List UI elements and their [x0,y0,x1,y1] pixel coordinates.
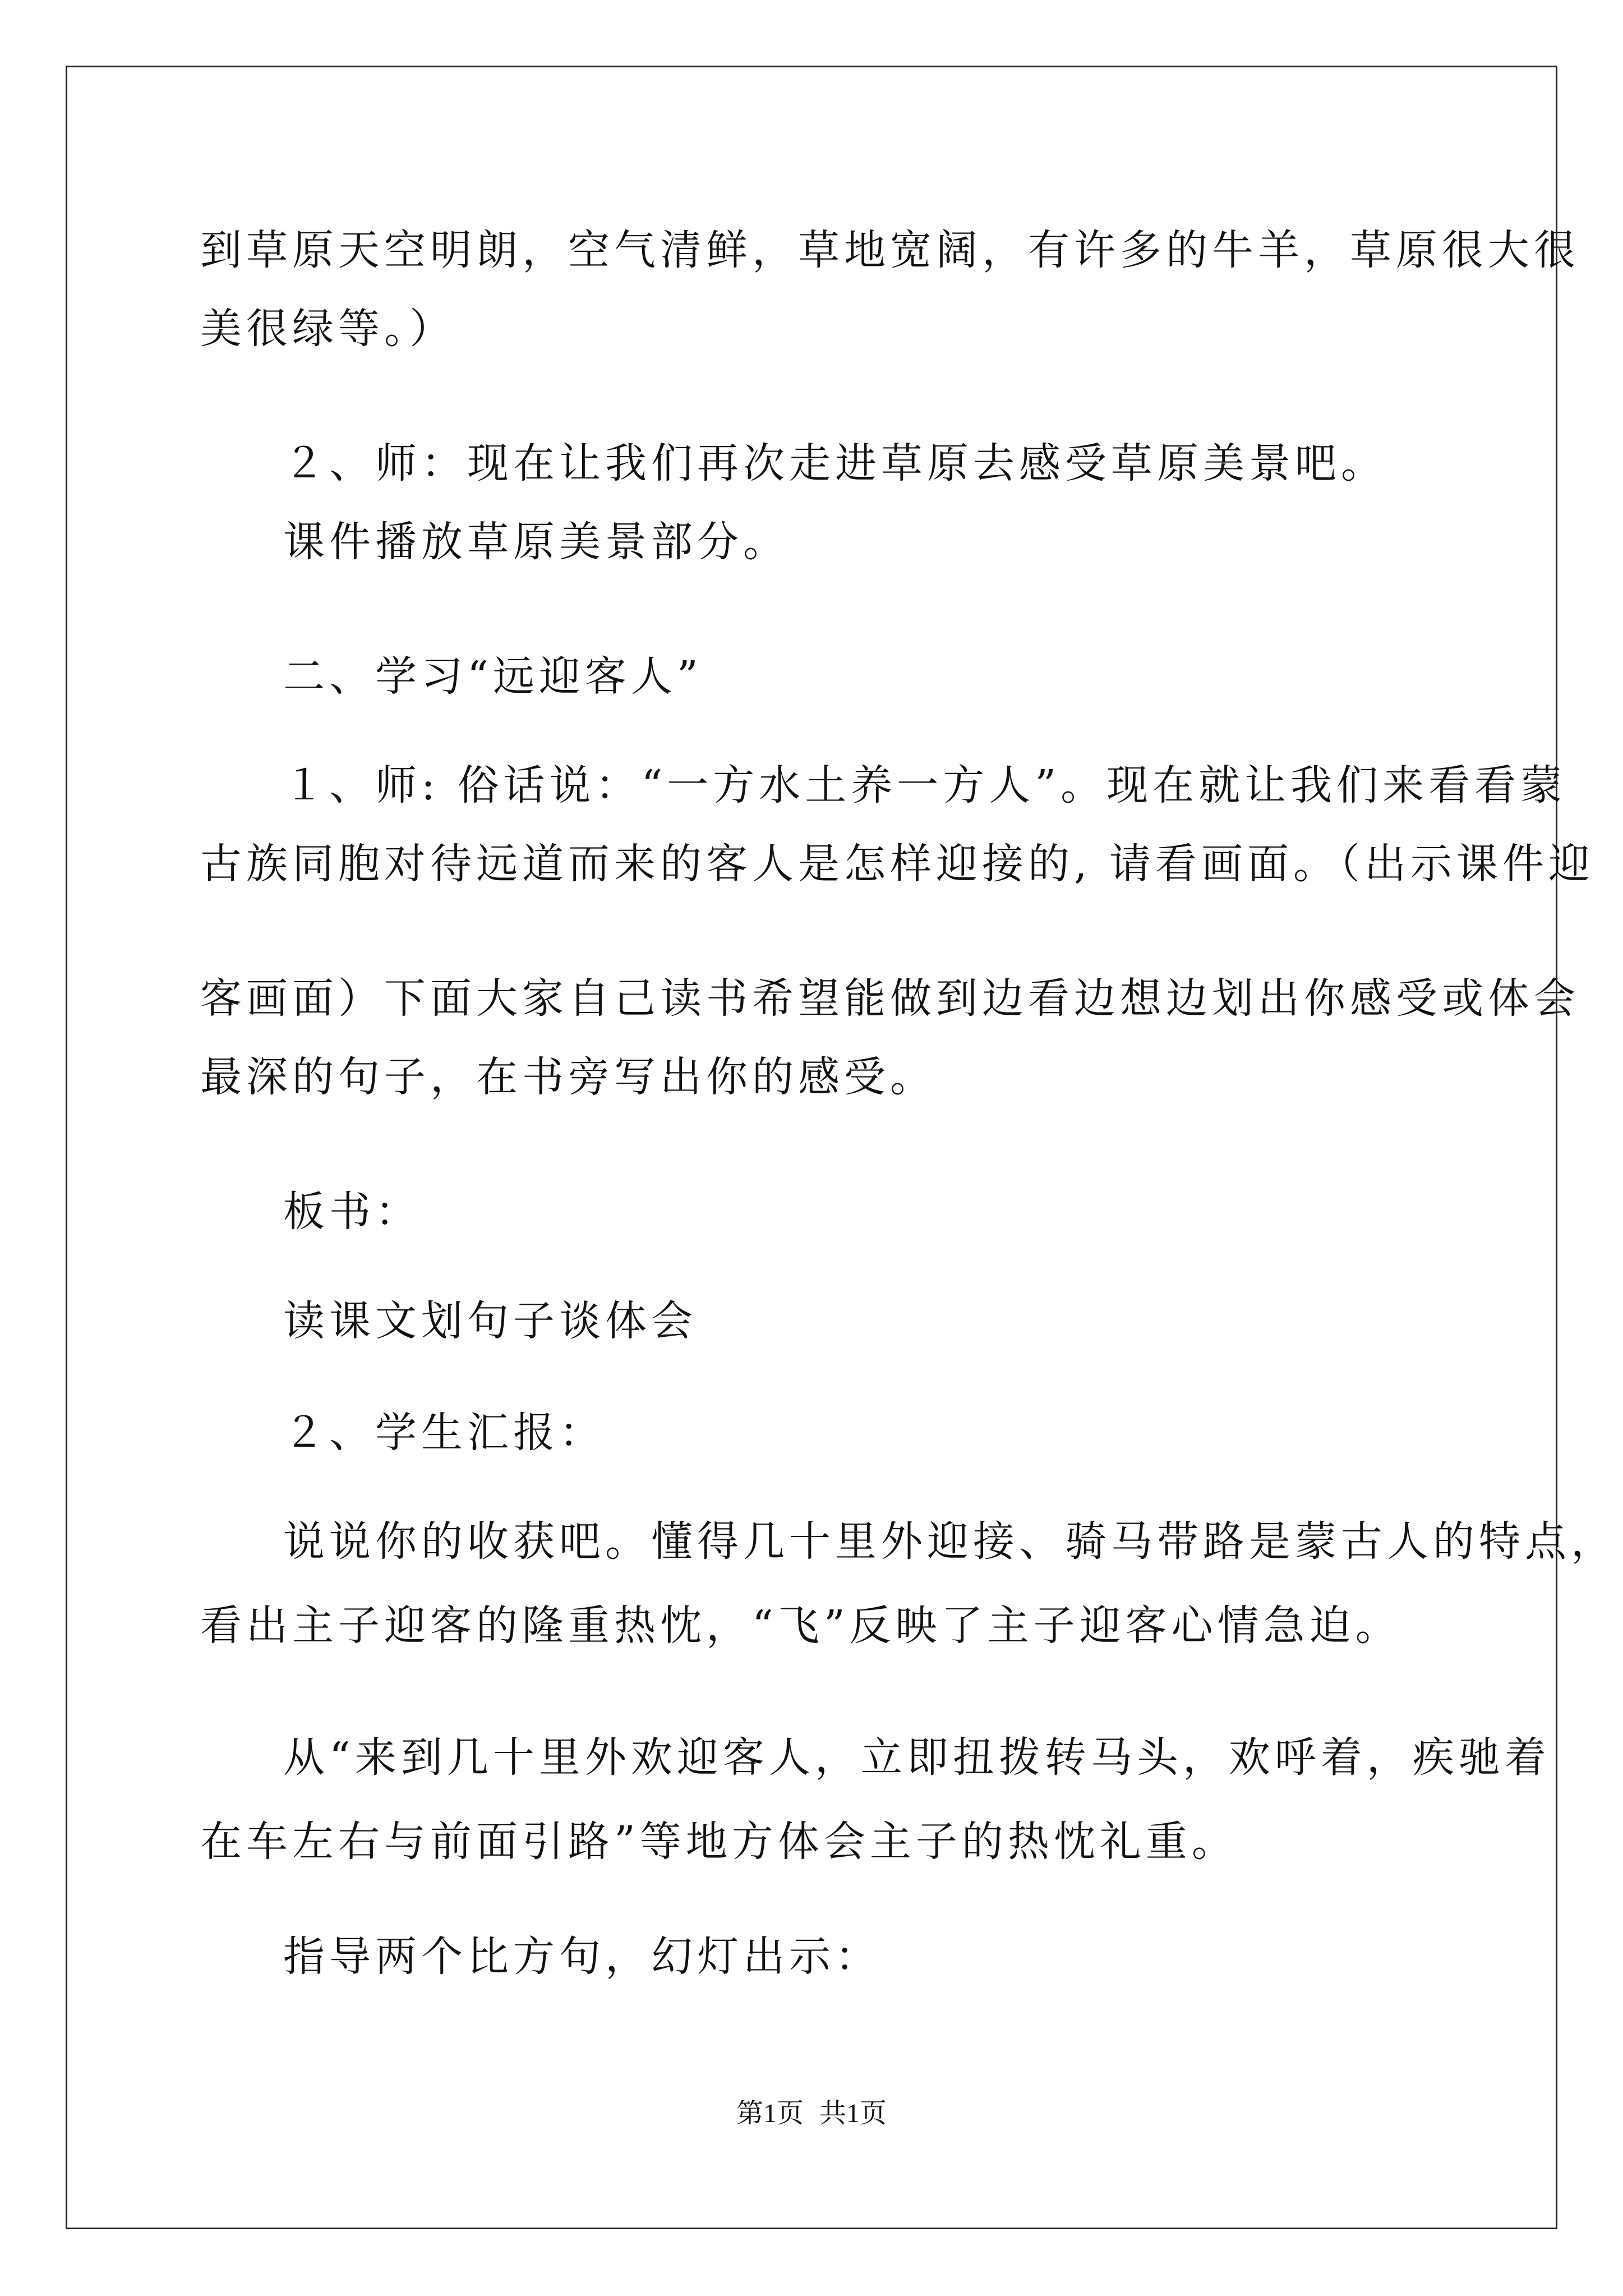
page-footer [0,2097,1623,2131]
text-line: 指导两个比方句，幻灯出示： [283,1932,881,1981]
text-line: 古族同胞对待远道而来的客人是怎样迎接的, 请看画面。（出示课件迎 [200,840,1595,888]
text-line: 美很绿等。） [200,305,455,353]
text-line: ２、学生汇报： [283,1409,605,1457]
section-heading: 二、学习“远迎客人” [283,652,703,701]
text-line: １、师: 俗话说：“一方水土养一方人”。现在就让我们来看看蒙 [283,761,1567,809]
text-line: 看出主子迎客的隆重热忱，“飞”反映了主子迎客心情急迫。 [200,1602,1401,1650]
text-line: 从“来到几十里外欢迎客人，立即扭拨转马头，欢呼着，疾驰着 [283,1733,1551,1782]
text-line: 客画面）下面大家自己读书希望能做到边看边想边划出你感受或体会 [200,974,1580,1023]
page-total: 共1页 [819,2099,887,2128]
text-line: 读课文划句子谈体会 [283,1297,697,1345]
text-line: ２、师：现在让我们再次走进草原去感受草原美景吧。 [283,439,1387,487]
page-number: 第1页 [736,2099,804,2128]
text-line: 到草原天空明朗，空气清鲜，草地宽阔，有许多的牛羊，草原很大很 [200,226,1580,274]
text-line: 在车左右与前面引路”等地方体会主子的热忱礼重。 [200,1818,1238,1866]
text-line: 课件播放草原美景部分。 [283,518,789,566]
text-line: 说说你的收获吧。懂得几十里外迎接、骑马带路是蒙古人的特点， [283,1517,1617,1566]
text-line: 最深的句子，在书旁写出你的感受。 [200,1053,936,1101]
text-line: 板书： [283,1188,421,1236]
page-border [66,66,1557,2229]
